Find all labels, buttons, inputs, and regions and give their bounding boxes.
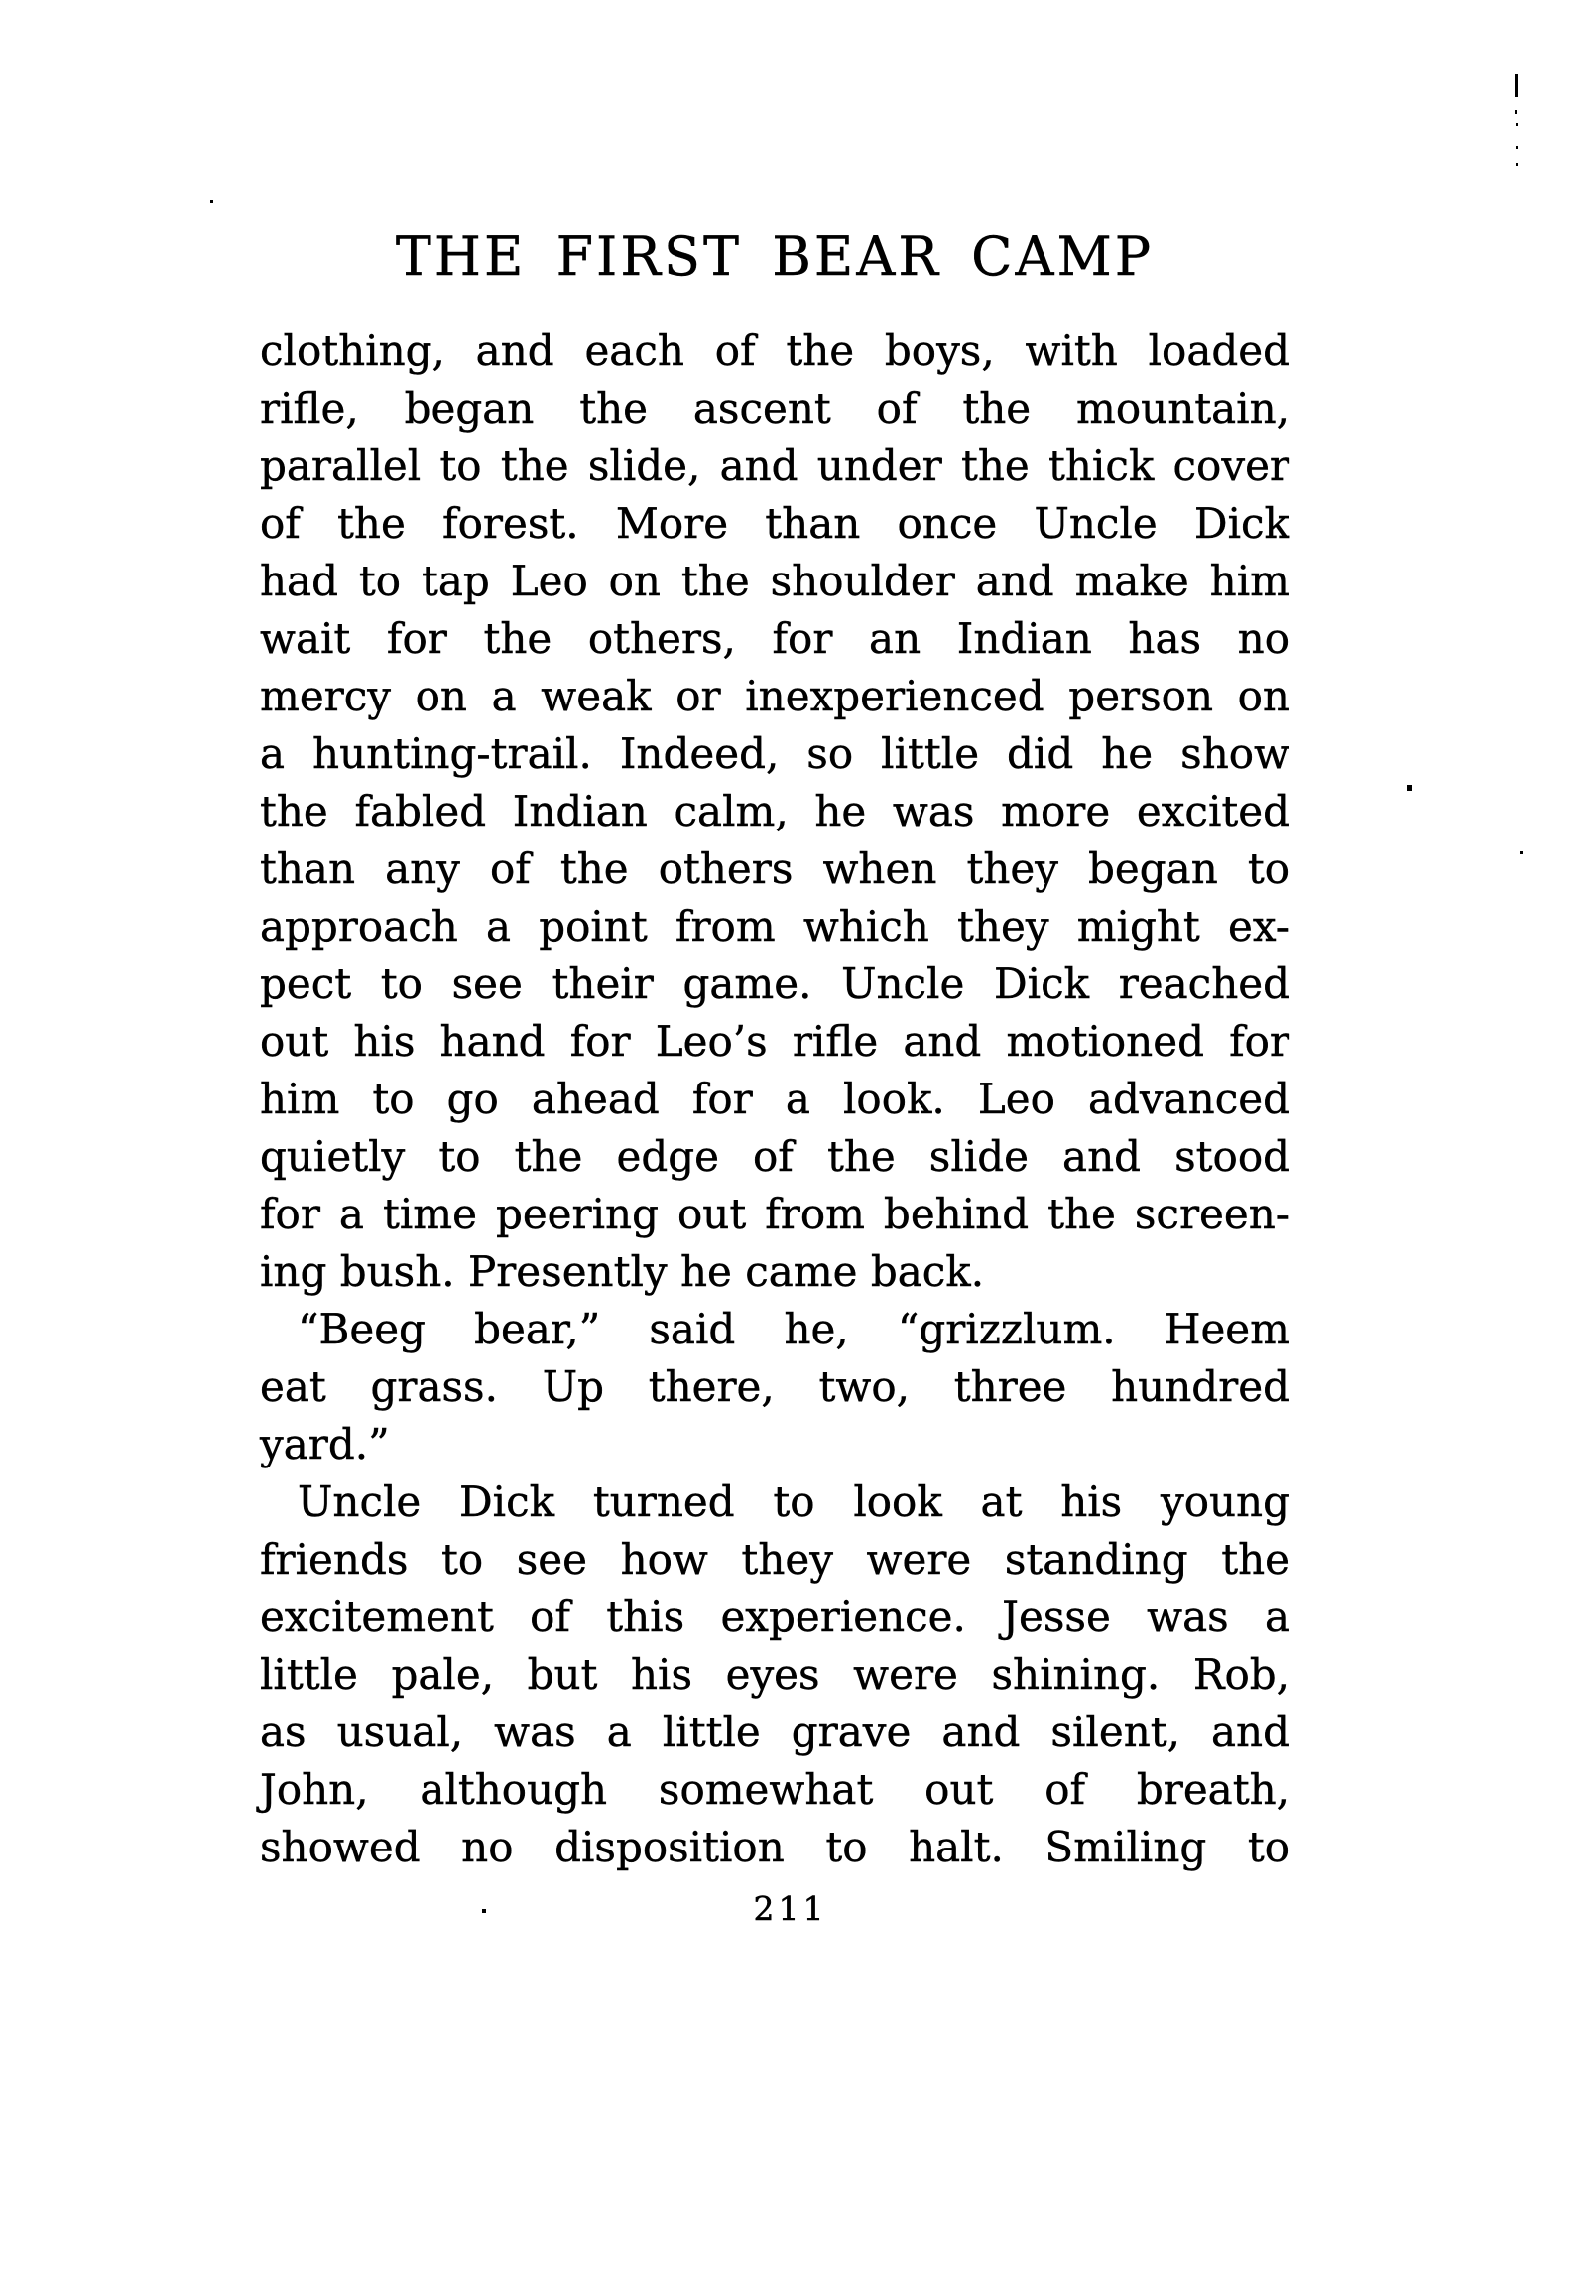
text-line: pect to see their game. Uncle Dick reached: [260, 959, 1289, 1008]
text-line: rifle, began the ascent of the mountain,: [260, 384, 1289, 433]
scan-speck: [210, 200, 213, 203]
text-line: of the forest. More than once Uncle Dick: [260, 499, 1289, 548]
text-line: “Beeg bear,” said he, “grizzlum. Heem: [298, 1305, 1289, 1353]
text-line: for a time peering out from behind the screen-: [260, 1190, 1289, 1238]
text-line: ing bush. Presently he came back.: [260, 1247, 985, 1296]
text-line: the fabled Indian calm, he was more excited: [260, 787, 1289, 835]
text-line: as usual, was a little grave and silent, and: [260, 1708, 1289, 1756]
scan-speck: [1516, 163, 1518, 166]
scan-speck: [1407, 785, 1412, 791]
text-line: mercy on a weak or inexperienced person on: [260, 672, 1289, 720]
scan-speck: [1520, 851, 1523, 854]
running-head-title: THE FIRST BEAR CAMP: [395, 225, 1155, 288]
text-line: quietly to the edge of the slide and stood: [260, 1132, 1289, 1181]
text-line: had to tap Leo on the shoulder and make him: [260, 557, 1289, 605]
text-line: approach a point from which they might ex-: [260, 902, 1289, 951]
text-line: showed no disposition to halt. Smiling to: [260, 1823, 1289, 1871]
text-line: out his hand for Leo’s rifle and motioned for: [260, 1017, 1289, 1066]
page-number: 211: [753, 1889, 828, 1928]
text-line: wait for the others, for an Indian has no: [260, 614, 1289, 663]
text-line: yard.”: [260, 1420, 390, 1468]
text-line: clothing, and each of the boys, with loaded: [260, 326, 1289, 375]
scan-speck: [482, 1909, 486, 1913]
text-line: eat grass. Up there, two, three hundred: [260, 1362, 1289, 1411]
text-line: John, although somewhat out of breath,: [260, 1765, 1289, 1814]
scan-speck: [1515, 74, 1518, 97]
text-line: a hunting-trail. Indeed, so little did he show: [260, 729, 1289, 778]
text-line: parallel to the slide, and under the thick cover: [260, 442, 1289, 490]
text-line: than any of the others when they began to: [260, 844, 1289, 893]
scan-speck: [1516, 123, 1518, 126]
scan-speck: [1516, 146, 1518, 149]
body-text: [260, 322, 1289, 1876]
text-line: him to go ahead for a look. Leo advanced: [260, 1075, 1289, 1123]
text-line: little pale, but his eyes were shining. Rob,: [260, 1650, 1289, 1699]
text-line: excitement of this experience. Jesse was a: [260, 1593, 1289, 1641]
text-line: friends to see how they were standing the: [260, 1535, 1289, 1584]
scan-speck: [1515, 110, 1517, 114]
text-line: Uncle Dick turned to look at his young: [298, 1477, 1289, 1526]
